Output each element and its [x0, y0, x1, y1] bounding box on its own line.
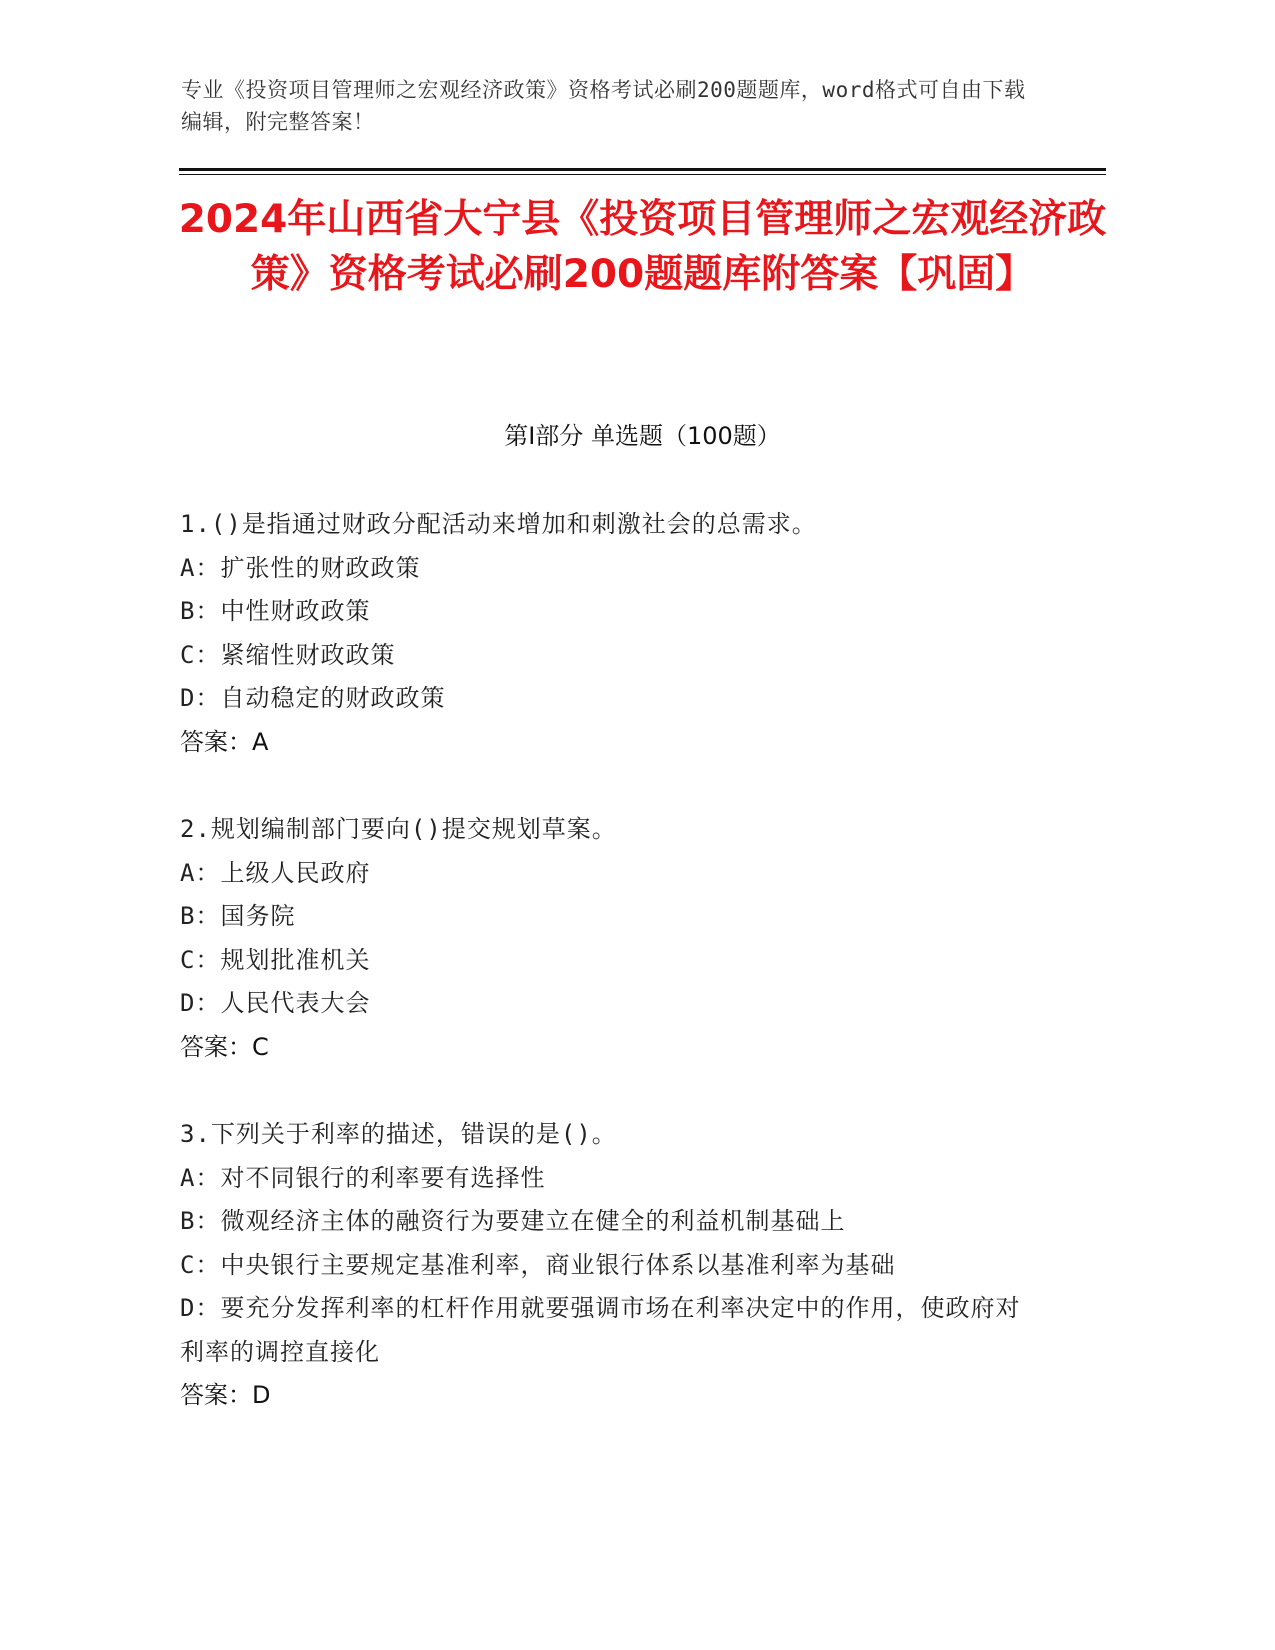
question-stem: 2.规划编制部门要向()提交规划草案。 — [180, 815, 617, 843]
question-1 — [180, 503, 1040, 764]
question-stem: 3.下列关于利率的描述，错误的是()。 — [180, 1120, 617, 1148]
option-a: A：扩张性的财政政策 — [180, 553, 421, 582]
option-c: C：紧缩性财政政策 — [180, 640, 396, 669]
header-note: 专业《投资项目管理师之宏观经济政策》资格考试必刷200题题库，word格式可自由下载编辑，附完整答案！ — [181, 78, 1026, 134]
section-title: 第I部分 单选题（100题） — [504, 422, 781, 450]
option-c: C：中央银行主要规定基准利率，商业银行体系以基准利率为基础 — [180, 1250, 896, 1279]
answer: 答案：C — [180, 1032, 269, 1061]
option-a: A：对不同银行的利率要有选择性 — [180, 1163, 546, 1192]
question-2 — [180, 808, 1040, 1069]
header-divider-thin — [179, 174, 1106, 175]
option-b: B：中性财政政策 — [180, 597, 371, 625]
option-a: A：上级人民政府 — [180, 858, 371, 887]
answer: 答案：D — [180, 1381, 271, 1409]
option-b: B：微观经济主体的融资行为要建立在健全的利益机制基础上 — [180, 1207, 846, 1235]
option-d: D：要充分发挥利率的杠杆作用就要强调市场在利率决定中的作用，使政府对利率的调控直接化 — [180, 1294, 1021, 1366]
header-divider-thick — [179, 168, 1106, 171]
answer: 答案：A — [180, 727, 269, 756]
document-title: 2024年山西省大宁县《投资项目管理师之宏观经济政策》资格考试必刷200题题库附答案【巩固】 — [178, 197, 1107, 297]
option-d: D：自动稳定的财政政策 — [180, 684, 446, 712]
question-3 — [180, 1113, 1040, 1418]
question-stem: 1.()是指通过财政分配活动来增加和刺激社会的总需求。 — [180, 510, 817, 538]
option-d: D：人民代表大会 — [180, 989, 371, 1017]
option-b: B：国务院 — [180, 902, 296, 930]
option-c: C：规划批准机关 — [180, 945, 371, 974]
